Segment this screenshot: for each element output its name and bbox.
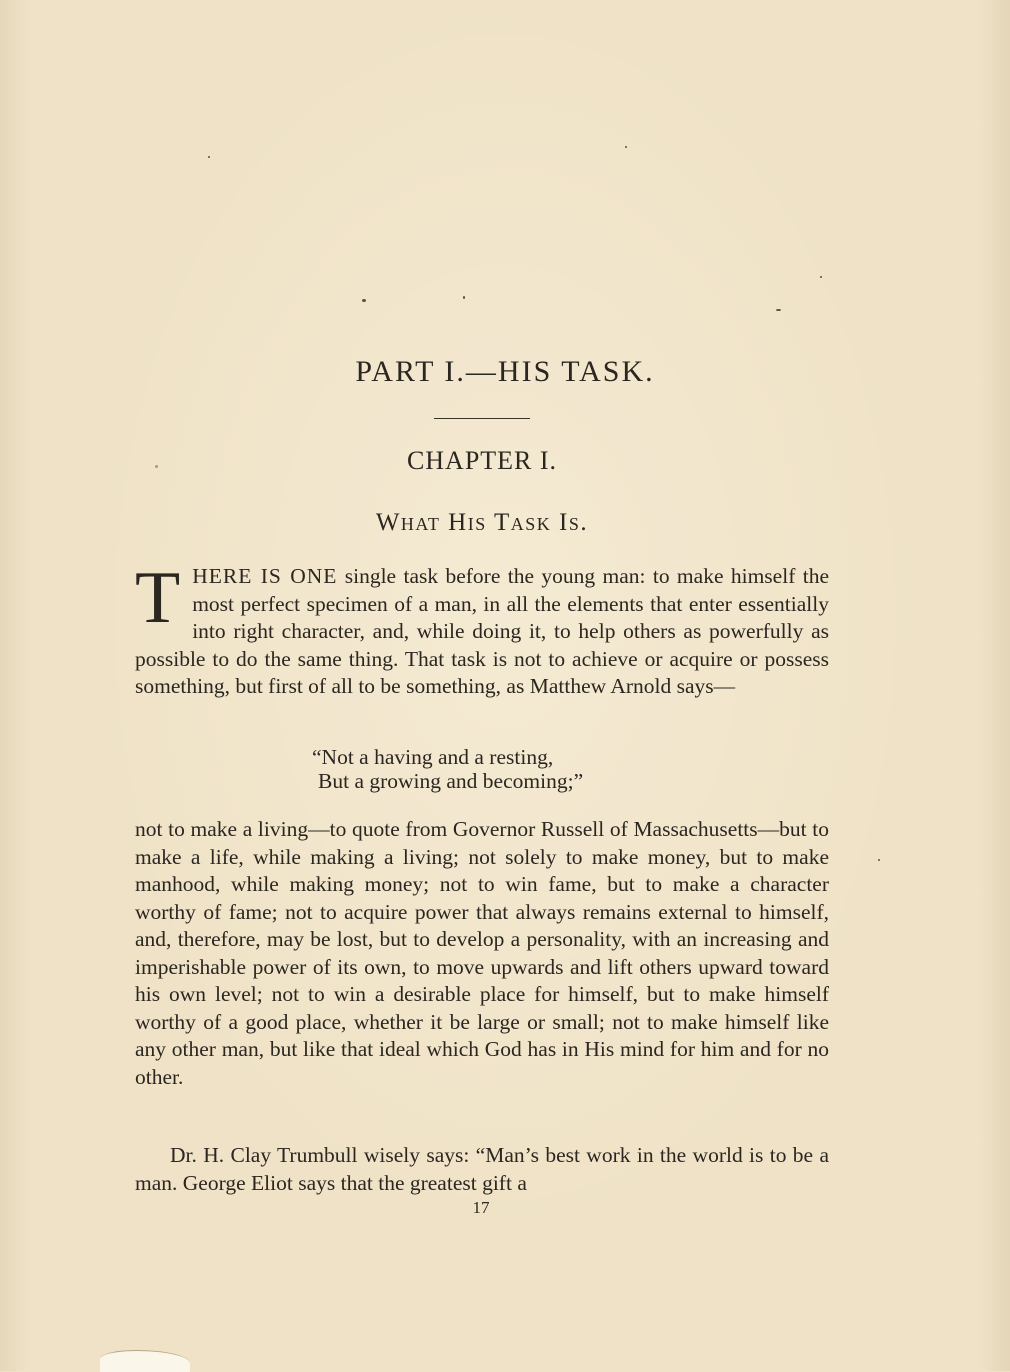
quote-line-1: “Not a having and a resting, <box>312 745 554 769</box>
page-number: 17 <box>472 1198 490 1217</box>
paper-speck <box>208 156 210 158</box>
paragraph-3: Dr. H. Clay Trumbull wisely says: “Man’s best work in the world is to be a man. George Eliot says that the greatest gift a <box>135 1143 829 1195</box>
quote-line-2: But a growing and becoming;” <box>318 769 584 793</box>
paragraph-2: not to make a living—to quote from Governor Russell of Massachusetts—but to make a life, while making a living; not solely to make money, but to make manhood, while making money; not to win fame, but to make a character worthy of fame; not to acquire power that always remains external to himself, and, therefore, may be lost, but to develop a personality, with an increasing and imperishable power of its own, to move upwards and lift others upward toward his own level; not to win a desirable place for himself, but to make himself worthy of a good place, whether it be large or small; not to make himself like any other man, but like that ideal which God has in His mind for him and for no other. <box>135 817 829 1089</box>
paper-speck <box>820 276 822 278</box>
drop-cap: T <box>135 557 181 639</box>
section-title: What His Task Is. <box>375 509 589 536</box>
paragraph-1 <box>135 557 829 701</box>
paper-speck <box>878 859 880 861</box>
paper-speck <box>625 146 627 148</box>
part-title: PART I.—HIS TASK. <box>355 355 655 388</box>
paragraph-1-text: single task before the young man: to make himself the most perfect specimen of a man, in all the elements that enter essentially into right character, and, while doing it, to help others as powerfully as possible to do the same thing. That task is not to achieve or acquire or possess something, but first of all to be something, as Matthew Arnold says— <box>135 564 829 698</box>
page-tear <box>100 1350 190 1372</box>
paper-speck <box>776 309 781 311</box>
chapter-title: CHAPTER I. <box>406 446 558 475</box>
lead-in-text: HERE IS ONE <box>192 564 338 588</box>
paper-speck <box>362 299 366 302</box>
paper-speck <box>463 296 465 299</box>
block-quote <box>312 745 583 793</box>
title-rule <box>434 418 530 419</box>
